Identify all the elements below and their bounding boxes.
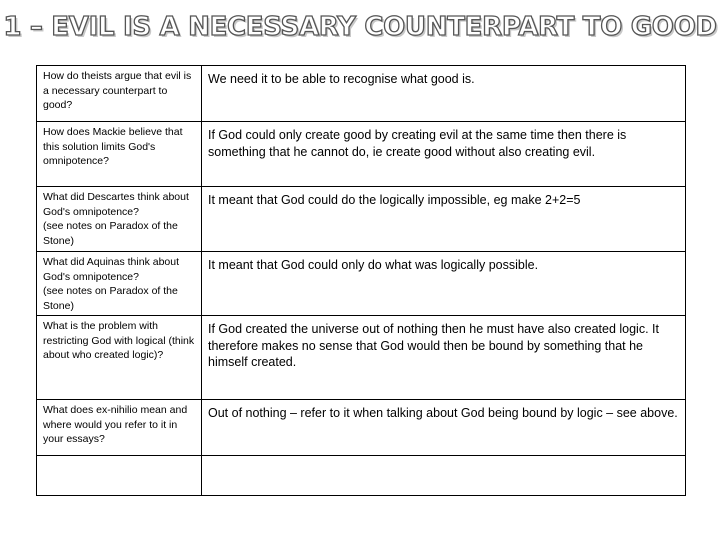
page-title: 1 – EVIL IS A NECESSARY COUNTERPART TO GOOD bbox=[3, 12, 717, 42]
question-note: (see notes on Paradox of the Stone) bbox=[43, 285, 178, 312]
question-text: What does ex-nihilio mean and where would you refer to it in your essays? bbox=[43, 404, 188, 445]
table-row bbox=[37, 66, 686, 122]
answer-cell bbox=[202, 400, 686, 456]
question-cell bbox=[37, 187, 202, 252]
question-cell bbox=[37, 252, 202, 316]
question-cell bbox=[37, 400, 202, 456]
question-cell bbox=[37, 66, 202, 122]
answer-text: Out of nothing – refer to it when talking about God being bound by logic – see above. bbox=[208, 406, 678, 420]
question-cell bbox=[37, 316, 202, 400]
question-text: What did Aquinas think about God's omnipotence? bbox=[43, 256, 180, 283]
question-note: (see notes on Paradox of the Stone) bbox=[43, 220, 178, 247]
answer-text: It meant that God could do the logically impossible, eg make 2+2=5 bbox=[208, 193, 581, 207]
question-cell bbox=[37, 456, 202, 496]
table-row bbox=[37, 252, 686, 316]
answer-cell bbox=[202, 66, 686, 122]
answer-cell bbox=[202, 252, 686, 316]
answer-text: We need it to be able to recognise what good is. bbox=[208, 72, 475, 86]
answer-cell bbox=[202, 456, 686, 496]
question-text: How does Mackie believe that this solution limits God's omnipotence? bbox=[43, 126, 183, 167]
question-text: What did Descartes think about God's omnipotence? bbox=[43, 191, 189, 218]
answer-text: It meant that God could only do what was logically possible. bbox=[208, 258, 539, 272]
question-text: What is the problem with restricting God with logical (think about who created logic)? bbox=[43, 320, 195, 361]
qa-table bbox=[36, 65, 686, 496]
answer-cell bbox=[202, 187, 686, 252]
table-row bbox=[37, 122, 686, 187]
answer-text: If God created the universe out of nothing then he must have also created logic. It therefore makes no sense that God would then be bound by something that he himself created. bbox=[208, 322, 659, 369]
answer-cell bbox=[202, 122, 686, 187]
table-row bbox=[37, 316, 686, 400]
answer-cell bbox=[202, 316, 686, 400]
question-text: How do theists argue that evil is a necessary counterpart to good? bbox=[43, 70, 192, 111]
question-cell bbox=[37, 122, 202, 187]
table-row bbox=[37, 187, 686, 252]
table-row bbox=[37, 456, 686, 496]
answer-text: If God could only create good by creating evil at the same time then there is something that he cannot do, ie create good without also creating evil. bbox=[208, 128, 627, 159]
table-row bbox=[37, 400, 686, 456]
